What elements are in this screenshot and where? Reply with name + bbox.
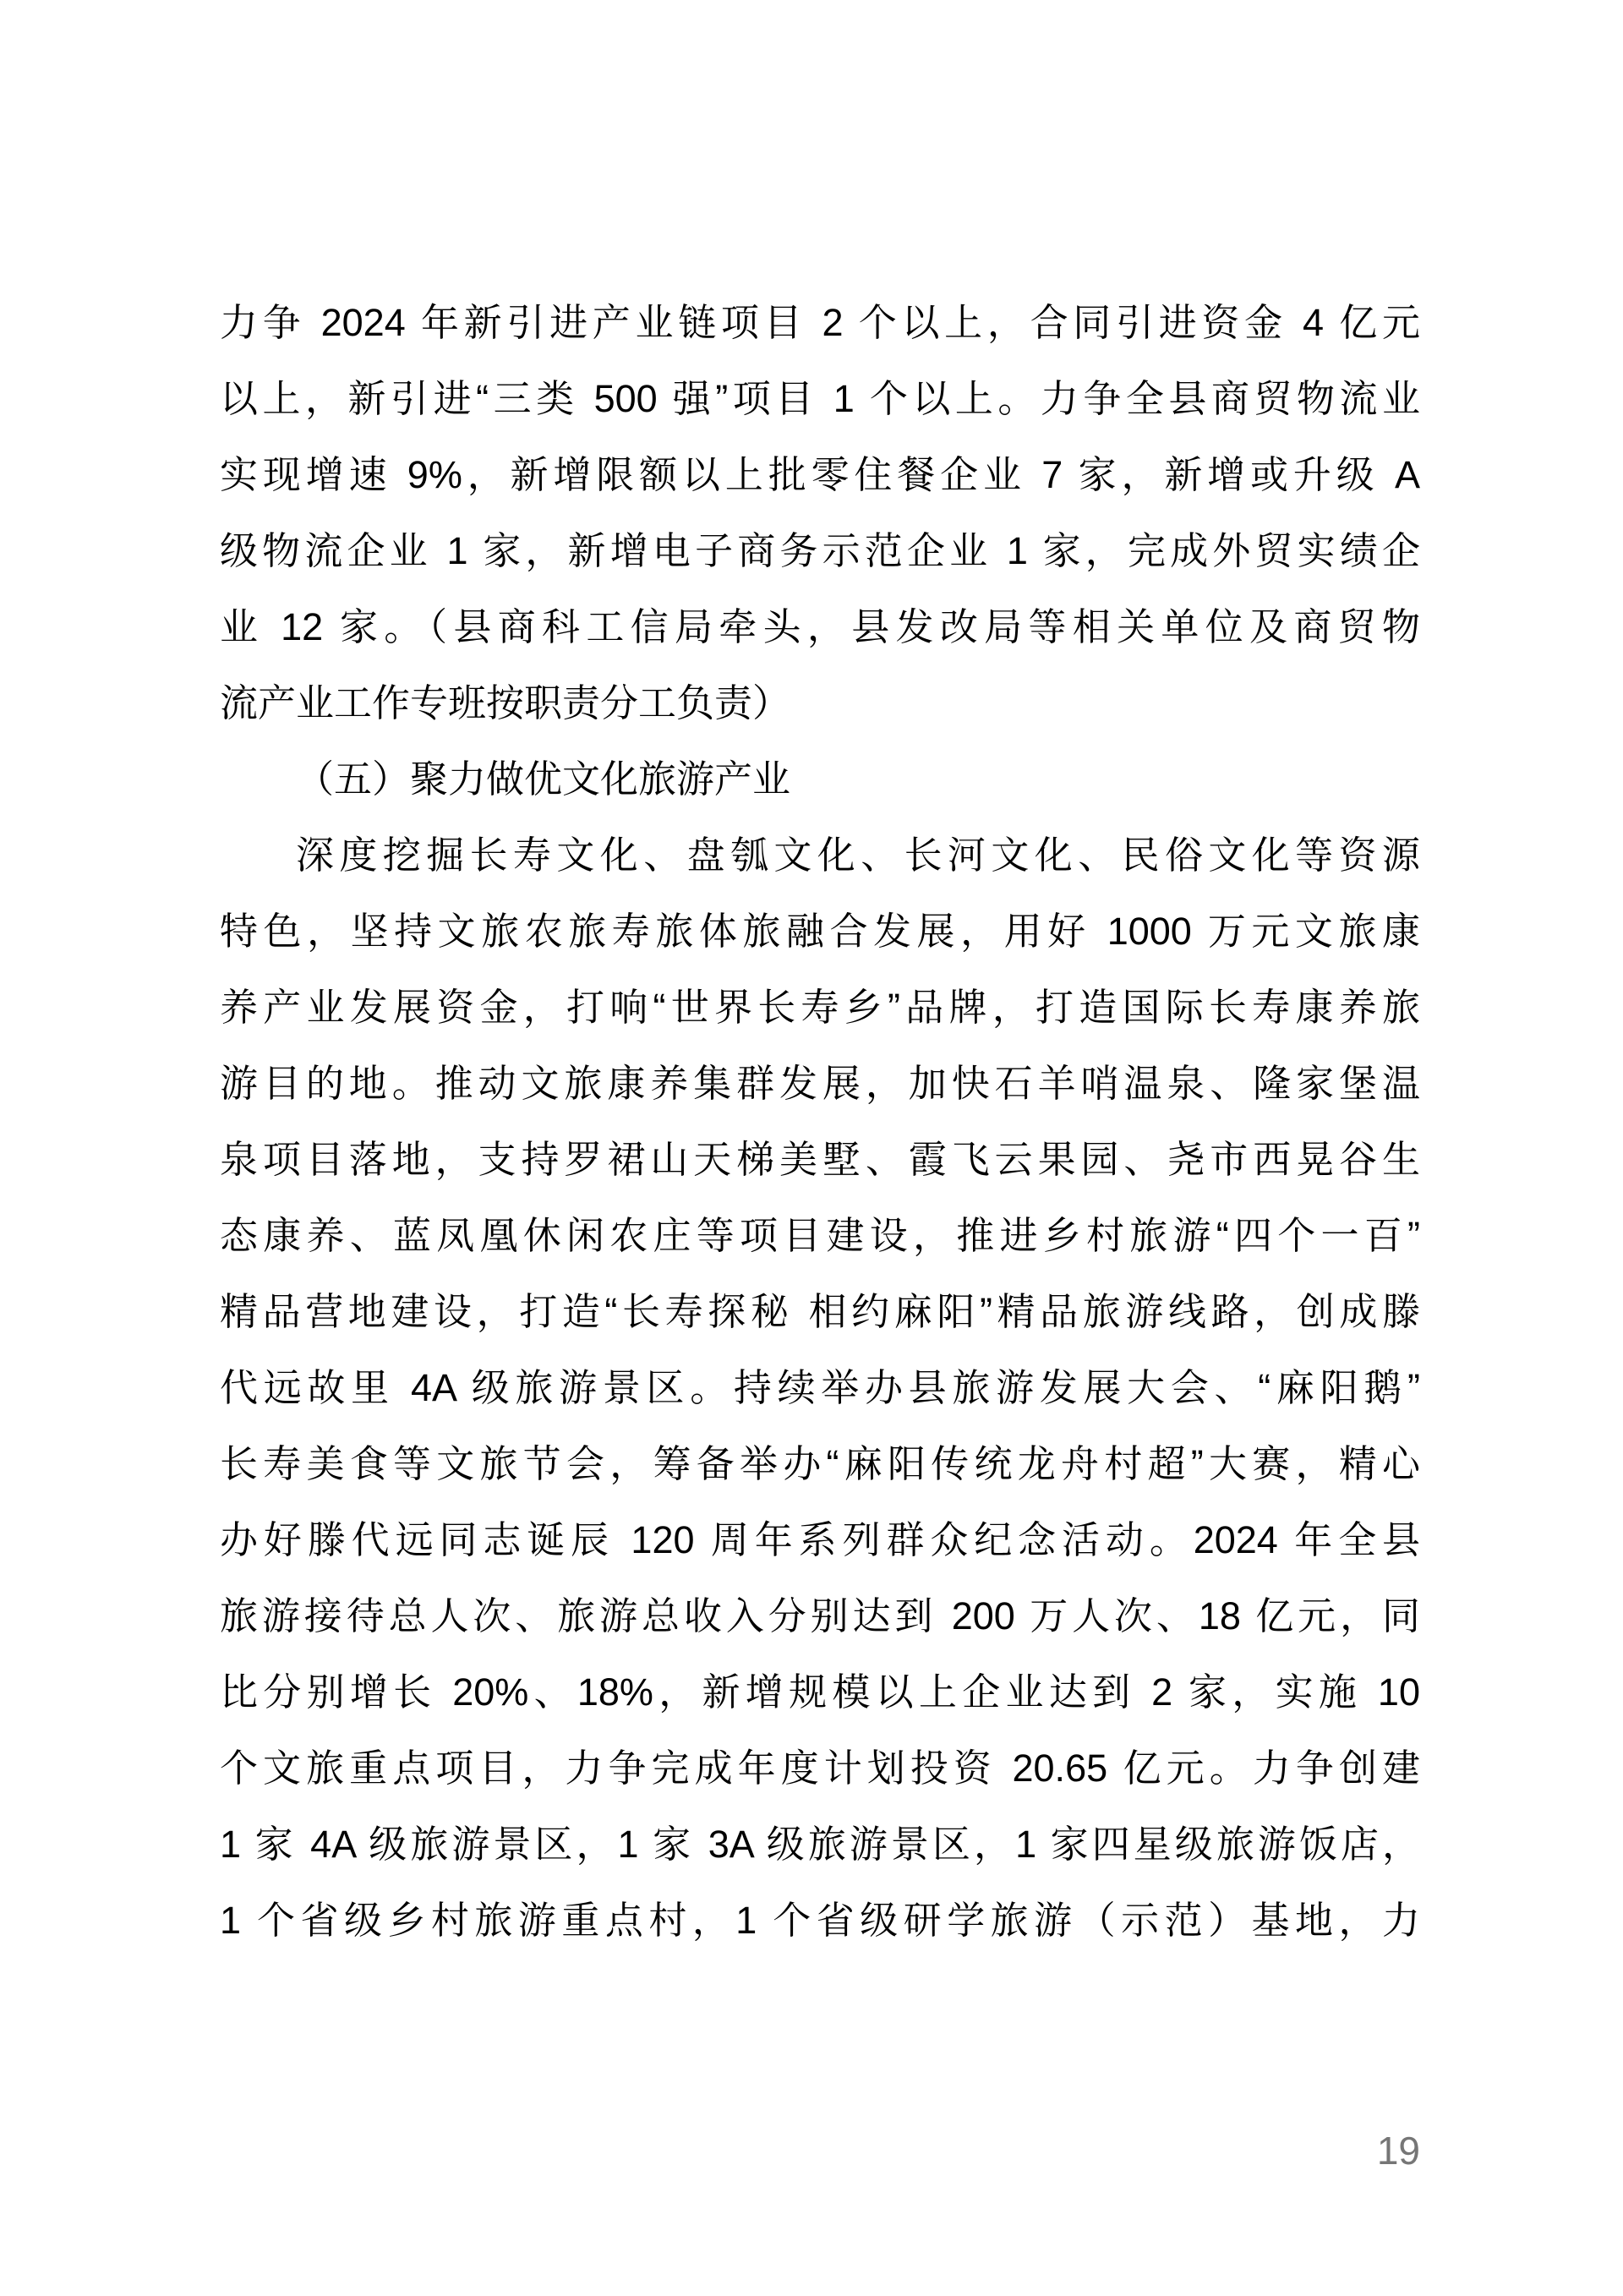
- text-line: 力争 2024 年新引进产业链项目 2 个以上，合同引进资金 4 亿元: [220, 301, 1420, 344]
- document-body-text: [220, 285, 1420, 1959]
- text-line: 特色，坚持文旅农旅寿旅体旅融合发展，用好 1000 万元文旅康: [220, 910, 1420, 953]
- text-line: 实现增速 9%，新增限额以上批零住餐企业 7 家，新增或升级 A: [220, 453, 1420, 496]
- text-line: 级物流企业 1 家，新增电子商务示范企业 1 家，完成外贸实绩企: [220, 529, 1420, 572]
- text-line: 深度挖掘长寿文化、盘瓠文化、长河文化、民俗文化等资源: [296, 834, 1420, 877]
- text-line: 精品营地建设，打造“长寿探秘 相约麻阳”精品旅游线路，创成滕: [220, 1290, 1420, 1333]
- text-line: （五）聚力做优文化旅游产业: [296, 757, 791, 801]
- text-line: 游目的地。推动文旅康养集群发展，加快石羊哨温泉、隆家堡温: [220, 1062, 1420, 1105]
- text-line: 1 个省级乡村旅游重点村，1 个省级研学旅游（示范）基地，力: [220, 1899, 1420, 1942]
- page-number: 19: [1376, 2129, 1420, 2173]
- text-line: 个文旅重点项目，力争完成年度计划投资 20.65 亿元。力争创建: [220, 1747, 1420, 1790]
- text-line: 长寿美食等文旅节会，筹备举办“麻阳传统龙舟村超”大赛，精心: [220, 1442, 1420, 1485]
- text-line: 办好滕代远同志诞辰 120 周年系列群众纪念活动。2024 年全县: [220, 1518, 1420, 1561]
- text-line: 养产业发展资金，打响“世界长寿乡”品牌，打造国际长寿康养旅: [220, 986, 1420, 1029]
- text-line: 业 12 家。（县商科工信局牵头，县发改局等相关单位及商贸物: [220, 605, 1420, 648]
- text-line: 态康养、蓝凤凰休闲农庄等项目建设，推进乡村旅游“四个一百”: [220, 1214, 1420, 1257]
- text-line: 比分别增长 20%、18%，新增规模以上企业达到 2 家，实施 10: [220, 1670, 1420, 1714]
- text-line: 泉项目落地，支持罗裙山天梯美墅、霞飞云果园、尧市西晃谷生: [220, 1138, 1420, 1181]
- text-line: 流产业工作专班按职责分工负责）: [220, 681, 791, 724]
- text-line: 以上，新引进“三类 500 强”项目 1 个以上。力争全县商贸物流业: [220, 377, 1420, 420]
- text-line: 代远故里 4A 级旅游景区。持续举办县旅游发展大会、“麻阳鹅”: [220, 1366, 1420, 1409]
- text-line: 1 家 4A 级旅游景区，1 家 3A 级旅游景区，1 家四星级旅游饭店，: [220, 1823, 1420, 1866]
- text-line: 旅游接待总人次、旅游总收入分别达到 200 万人次、18 亿元，同: [220, 1594, 1420, 1637]
